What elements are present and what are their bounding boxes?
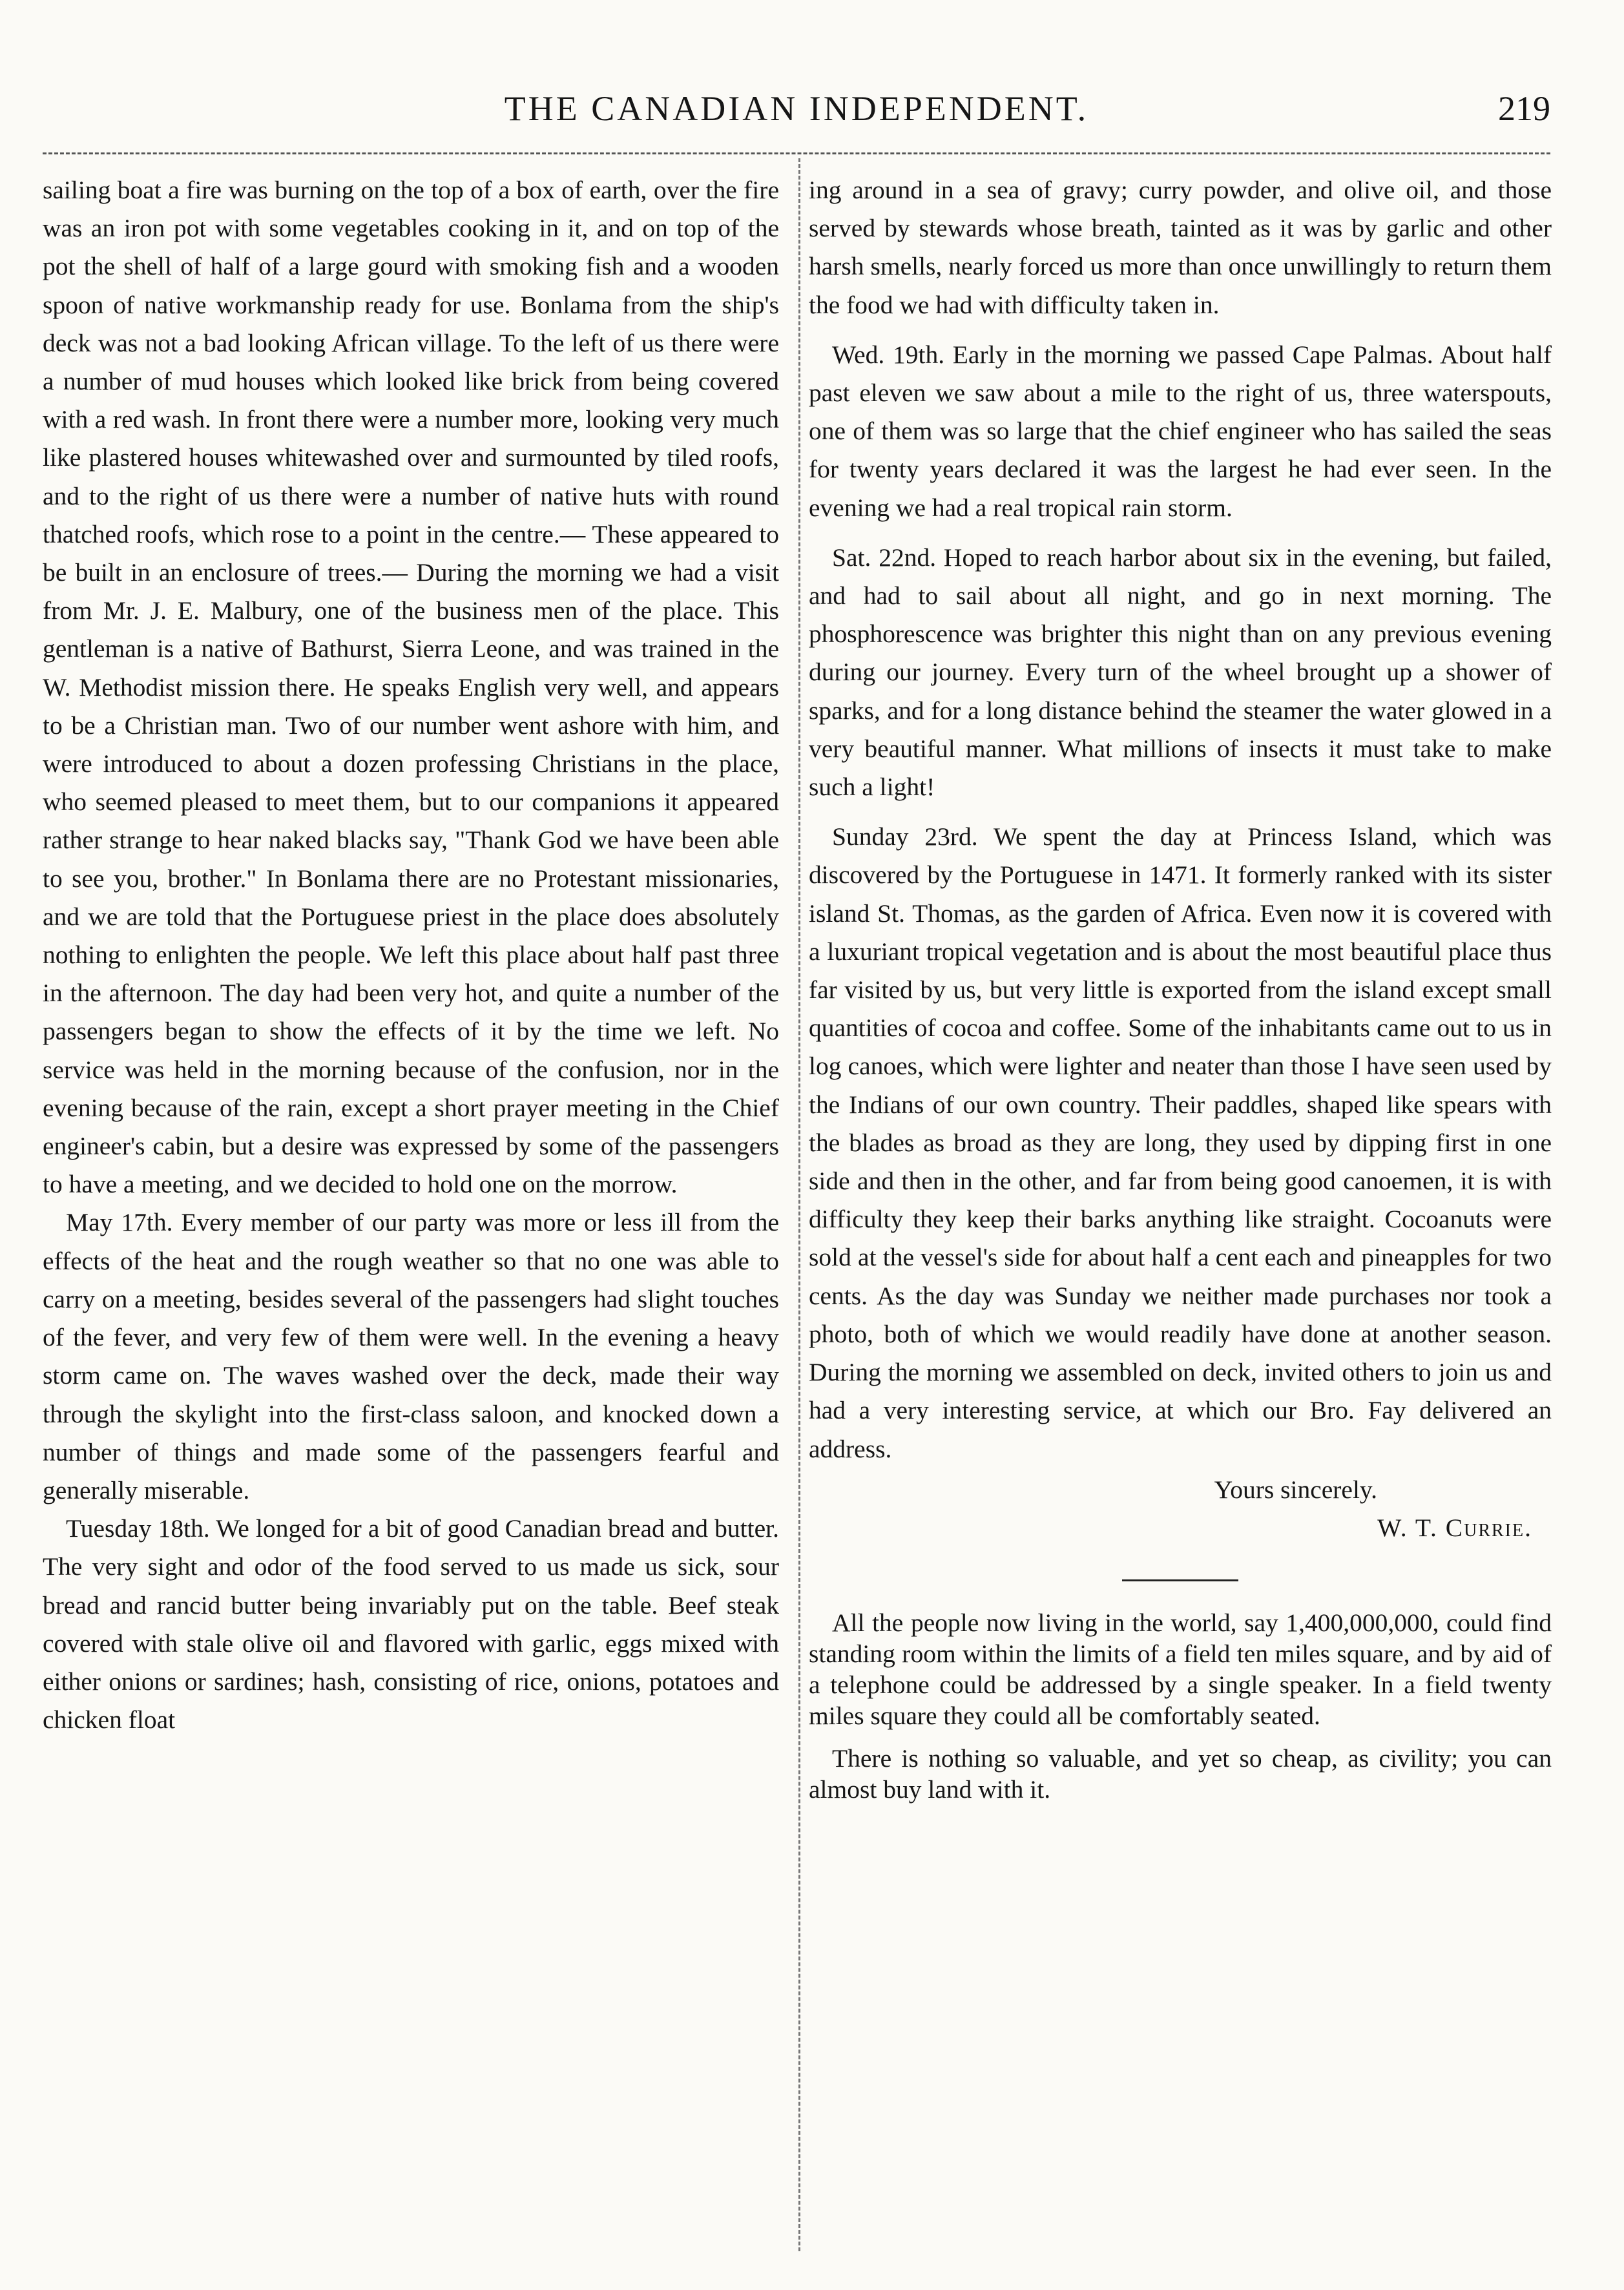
- letter-paragraph-sunday-23: Sunday 23rd. We spent the day at Princess Island, which was discovered by the Portuguese in 1471. It formerly ranked with its sister island St. Thomas, as the garden of Africa. Even now it is covered with a luxuriant tropical vegetation and is about the most beautiful place thus far visited by us, but very little is exported from the island except small quantities of cocoa and coffee. Some of the inhabitants came out to us in log canoes, which were lighter and neater than those I have seen used by the Indians of our own country. Their paddles, shaped like spears with the blades as broad as they are long, they used by dipping first in one side and then in the other, and far from being good canoemen, it is with difficulty they keep their barks anything like straight. Cocoanuts were sold at the vessel's side for about half a cent each and pineapples for two cents. As the day was Sunday we neither made purchases nor took a photo, both of which we would readily have done at another season. During the morning we assembled on deck, invited others to join us and had a very interesting service, at which our Bro. Fay delivered an address.: [809, 822, 1552, 1463]
- section-separator: [1122, 1579, 1238, 1581]
- letter-paragraph-may-17: May 17th. Every member of our party was more or less ill from the effects of the heat and the rough weather so that no one was able to carry on a meeting, besides several of the passengers had slight touches of the fever, and very few of them were well. In the evening a heavy storm came on. The waves washed over the deck, made their way through the skylight into the first-class saloon, and knocked down a number of things and made some of the passengers fearful and generally miserable.: [43, 1208, 779, 1504]
- letter-paragraph-continued: sailing boat a fire was burning on the top of a box of earth, over the fire was an iron pot with some vegetables cooking in it, and on top of the pot the shell of half of a large gourd with smoking fish and a wooden spoon of native workmanship ready for use. Bonlama from the ship's deck was not a bad looking African village. To the left of us there were a number of mud houses which looked like brick from being covered with a red wash. In front there were a number more, looking very much like plastered houses whitewashed over and surmounted by tiled roofs, and to the right of us there were a number of native huts with round thatched roofs, which rose to a point in the centre.— These appeared to be built in an enclosure of trees.— During the morning we had a visit from Mr. J. E. Malbury, one of the business men of the place. This gentleman is a native of Bathurst, Sierra Leone, and was trained in the W. Methodist mission there. He speaks English very well, and appears to be a Christian man. Two of our number went ashore with him, and were introduced to about a dozen professing Christians in the place, who seemed pleased to meet them, but to our companions it appeared rather strange to hear naked blacks say, "Thank God we have been able to see you, brother." In Bonlama there are no Protestant missionaries, and we are told that the Portuguese priest in the place does absolutely nothing to enlighten the people. We left this place about half past three in the afternoon. The day had been very hot, and quite a number of the passengers began to show the effects of it by the time we left. No service was held in the morning because of the confusion, nor in the evening because of the rain, except a short prayer meeting in the Chief engineer's cabin, but a desire was expressed by some of the passengers to have a meeting, and we decided to hold one on the morrow.: [43, 176, 779, 1199]
- letter-paragraph-sat-22: Sat. 22nd. Hoped to reach harbor about six in the evening, but failed, and had to sail about all night, and go in next morning. The phosphorescence was brighter this night than on any previous evening during our journey. Every turn of the wheel brought up a shower of sparks, and for a long distance behind the steamer the water glowed in a very beautiful manner. What millions of insects it must take to make such a light!: [809, 543, 1552, 802]
- letter-signature: W. T. Currie.: [1377, 1513, 1532, 1542]
- page-number: 219: [1498, 89, 1550, 128]
- note-world-population: All the people now living in the world, say 1,400,000,000, could find standing room within the limits of a field ten miles square, and by aid of a telephone could be addressed by a single speaker. In a field twenty miles square they could all be comfortably seated.: [809, 1608, 1552, 1731]
- closing-salutation: Yours sincerely.: [1214, 1475, 1377, 1504]
- letter-paragraph-wed-19: Wed. 19th. Early in the morning we passed Cape Palmas. About half past eleven we saw about a mile to the right of us, three waterspouts, one of them was so large that the chief engineer who has sailed the seas for twenty years declared it was the largest he had ever seen. In the evening we had a real tropical rain storm.: [809, 340, 1552, 522]
- letter-paragraph-tuesday-18: Tuesday 18th. We longed for a bit of good Canadian bread and butter. The very sight and odor of the food served to us made us sick, sour bread and rancid butter being invariably put on the table. Beef steak covered with stale olive oil and flavored with garlic, eggs mixed with either onions or sardines; hash, consisting of rice, onions, potatoes and chicken float: [43, 1514, 779, 1734]
- publication-title: THE CANADIAN INDEPENDENT.: [504, 89, 1089, 128]
- left-column: [43, 171, 779, 2251]
- letter-closing: [809, 1471, 1552, 1547]
- column-divider: [798, 158, 800, 2251]
- letter-paragraph-gravy: ing around in a sea of gravy; curry powder, and olive oil, and those served by stewards whose breath, tainted as it was by garlic and other harsh smells, nearly forced us more than once unwillingly to return them the food we had with difficulty taken in.: [809, 176, 1552, 319]
- page-header: [43, 83, 1550, 134]
- note-civility: There is nothing so valuable, and yet so cheap, as civility; you can almost buy land with it.: [809, 1744, 1552, 1804]
- right-column: [809, 171, 1552, 2251]
- header-rule: [43, 152, 1550, 154]
